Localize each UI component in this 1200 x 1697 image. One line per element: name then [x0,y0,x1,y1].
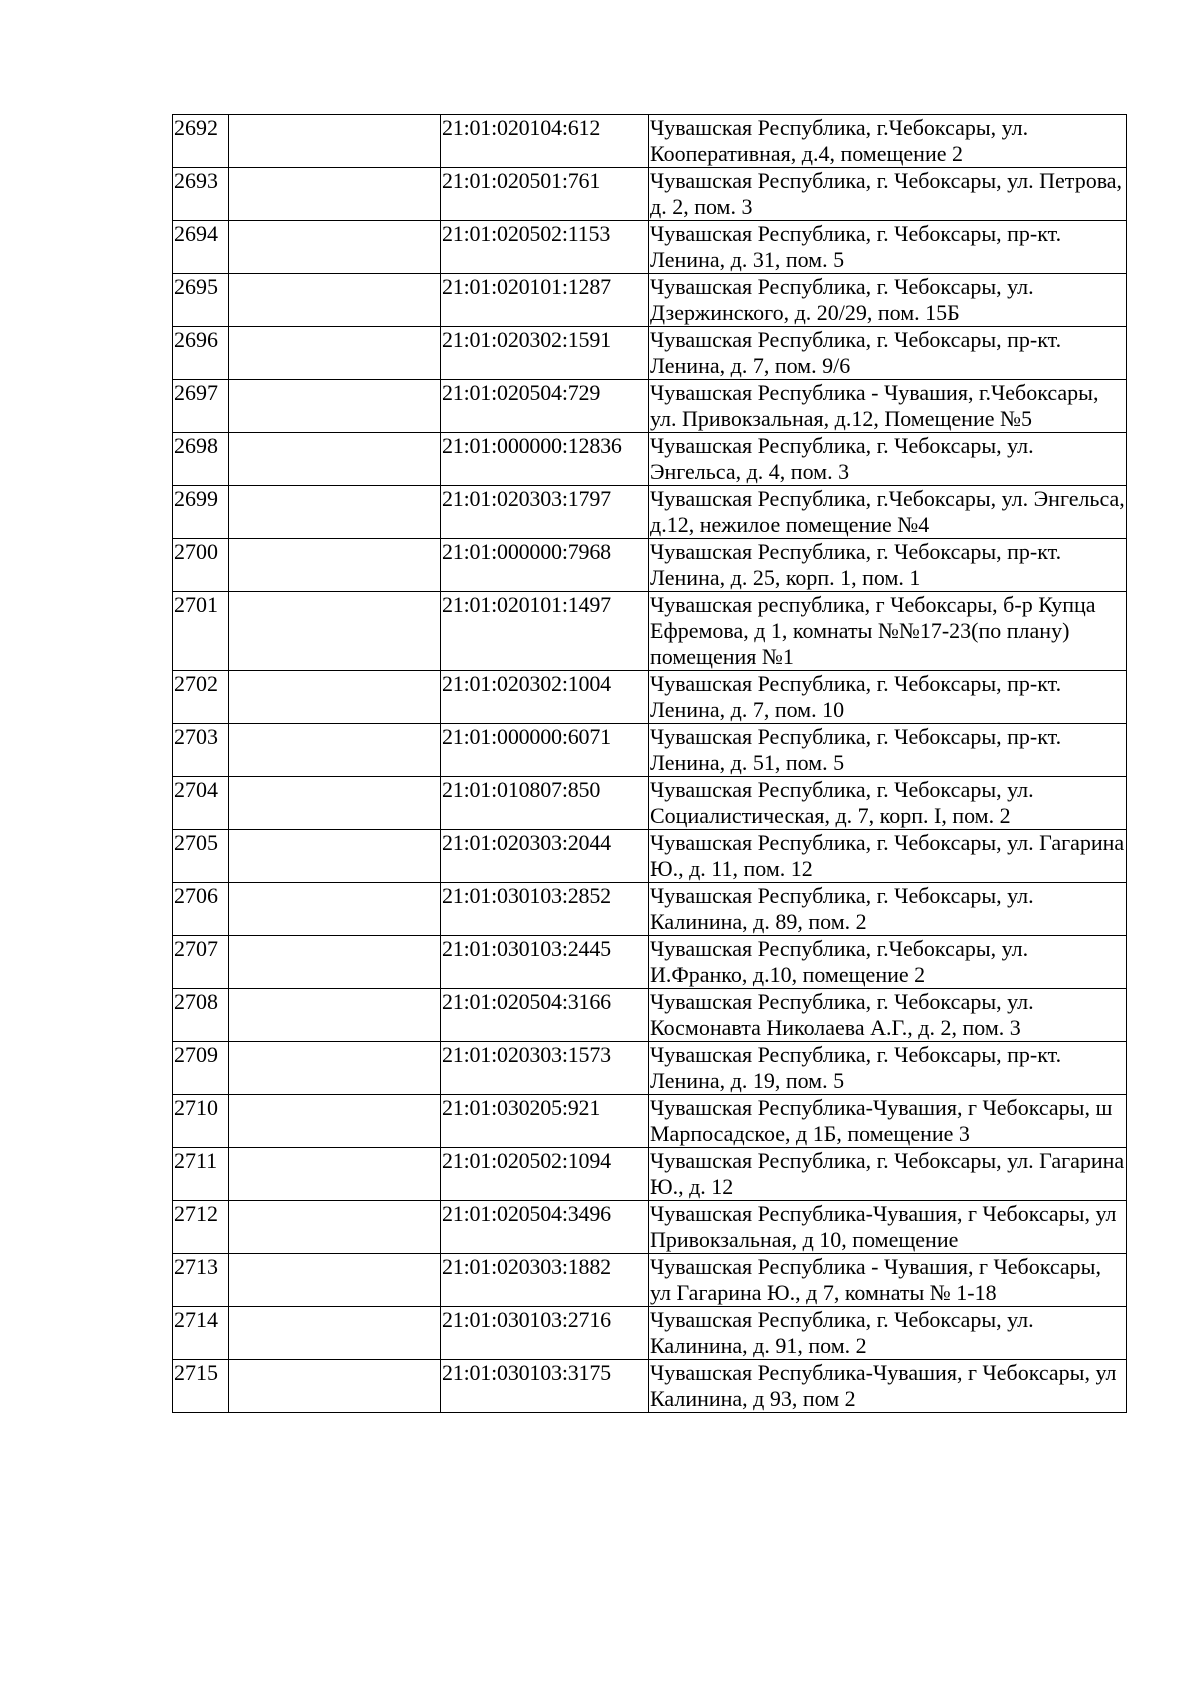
row-number-cell: 2705 [173,830,229,883]
empty-cell [229,1360,441,1413]
empty-cell [229,830,441,883]
address-cell: Чувашская Республика, г. Чебоксары, пр-кт. Ленина, д. 19, пом. 5 [649,1042,1127,1095]
table-row [173,433,1127,486]
row-number-cell: 2709 [173,1042,229,1095]
cadastral-number-cell: 21:01:020303:2044 [441,830,649,883]
table-row [173,1307,1127,1360]
cadastral-number-cell: 21:01:030103:2445 [441,936,649,989]
empty-cell [229,1148,441,1201]
cadastral-number-cell: 21:01:030205:921 [441,1095,649,1148]
row-number-cell: 2701 [173,592,229,671]
registry-table-body [173,115,1127,1413]
empty-cell [229,1201,441,1254]
empty-cell [229,115,441,168]
cadastral-number-cell: 21:01:000000:6071 [441,724,649,777]
cadastral-number-cell: 21:01:020501:761 [441,168,649,221]
table-row [173,539,1127,592]
row-number-cell: 2711 [173,1148,229,1201]
empty-cell [229,221,441,274]
empty-cell [229,724,441,777]
table-row [173,1360,1127,1413]
row-number-cell: 2712 [173,1201,229,1254]
empty-cell [229,1254,441,1307]
address-cell: Чувашская Республика, г. Чебоксары, ул. Социалистическая, д. 7, корп. I, пом. 2 [649,777,1127,830]
row-number-cell: 2706 [173,883,229,936]
cadastral-number-cell: 21:01:010807:850 [441,777,649,830]
cadastral-number-cell: 21:01:020502:1094 [441,1148,649,1201]
cadastral-number-cell: 21:01:030103:2716 [441,1307,649,1360]
address-cell: Чувашская Республика, г. Чебоксары, пр-кт. Ленина, д. 7, пом. 9/6 [649,327,1127,380]
cadastral-number-cell: 21:01:020502:1153 [441,221,649,274]
cadastral-number-cell: 21:01:000000:12836 [441,433,649,486]
empty-cell [229,883,441,936]
table-row [173,115,1127,168]
table-row [173,989,1127,1042]
address-cell: Чувашская Республика, г.Чебоксары, ул. Энгельса, д.12, нежилое помещение №4 [650,486,1125,537]
empty-cell [229,671,441,724]
row-number-cell: 2696 [173,327,229,380]
empty-cell [229,1095,441,1148]
address-cell: Чувашская Республика, г. Чебоксары, пр-кт. Ленина, д. 7, пом. 10 [649,671,1127,724]
cadastral-number-cell: 21:01:020303:1882 [441,1254,649,1307]
cadastral-number-cell: 21:01:020302:1004 [441,671,649,724]
table-row [173,724,1127,777]
empty-cell [229,1307,441,1360]
cadastral-number-cell: 21:01:030103:2852 [441,883,649,936]
cadastral-number-cell: 21:01:020104:612 [441,115,649,168]
address-cell: Чувашская Республика, г. Чебоксары, пр-кт. Ленина, д. 31, пом. 5 [649,221,1127,274]
table-row [173,327,1127,380]
table-row [173,380,1127,433]
table-row [173,671,1127,724]
address-cell: Чувашская Республика - Чувашия, г Чебоксары, ул Гагарина Ю., д 7, комнаты № 1-18 [649,1254,1127,1307]
table-row [173,936,1127,989]
table-row [173,1095,1127,1148]
address-cell: Чувашская Республика, г. Чебоксары, ул. Энгельса, д. 4, пом. 3 [649,433,1127,486]
table-row [173,830,1127,883]
row-number-cell: 2693 [173,168,229,221]
table-row [173,1201,1127,1254]
table-row [173,168,1127,221]
empty-cell [229,327,441,380]
row-number-cell: 2703 [173,724,229,777]
address-cell: Чувашская Республика, г.Чебоксары, ул. Кооперативная, д.4, помещение 2 [649,115,1127,168]
cadastral-number-cell: 21:01:020504:3166 [441,989,649,1042]
address-cell: Чувашская Республика-Чувашия, г Чебоксары, ул Привокзальная, д 10, помещение [649,1201,1127,1254]
cadastral-number-cell: 21:01:020303:1797 [441,486,649,539]
address-cell: Чувашская Республика, г.Чебоксары, ул. И.Франко, д.10, помещение 2 [649,936,1127,989]
cadastral-number-cell: 21:01:000000:7968 [441,539,649,592]
row-number-cell: 2714 [173,1307,229,1360]
table-row [173,486,1127,539]
address-cell: Чувашская Республика, г. Чебоксары, пр-кт. Ленина, д. 25, корп. 1, пом. 1 [649,539,1127,592]
row-number-cell: 2713 [173,1254,229,1307]
cadastral-number-cell: 21:01:020303:1573 [441,1042,649,1095]
row-number-cell: 2707 [173,936,229,989]
cadastral-number-cell: 21:01:030103:3175 [441,1360,649,1413]
row-number-cell: 2697 [173,380,229,433]
row-number-cell: 2700 [173,539,229,592]
address-cell: Чувашская Республика-Чувашия, г Чебоксары, ул Калинина, д 93, пом 2 [649,1360,1127,1413]
row-number-cell: 2702 [173,671,229,724]
address-cell: Чувашская Республика, г. Чебоксары, ул. Дзержинского, д. 20/29, пом. 15Б [649,274,1127,327]
row-number-cell: 2708 [173,989,229,1042]
table-row [173,592,1127,671]
address-cell: Чувашская Республика, г. Чебоксары, ул. Гагарина Ю., д. 12 [649,1148,1127,1201]
empty-cell [229,989,441,1042]
row-number-cell: 2699 [173,486,229,539]
table-row [173,274,1127,327]
table-row [173,1148,1127,1201]
empty-cell [229,433,441,486]
cadastral-number-cell: 21:01:020504:729 [441,380,649,433]
row-number-cell: 2704 [173,777,229,830]
address-cell: Чувашская Республика, г. Чебоксары, ул. Гагарина Ю., д. 11, пом. 12 [649,830,1127,883]
empty-cell [229,274,441,327]
table-row [173,1042,1127,1095]
row-number-cell: 2710 [173,1095,229,1148]
row-number-cell: 2694 [173,221,229,274]
table-row [173,777,1127,830]
row-number-cell: 2692 [173,115,229,168]
address-cell: Чувашская Республика, г. Чебоксары, пр-кт. Ленина, д. 51, пом. 5 [649,724,1127,777]
empty-cell [229,539,441,592]
empty-cell [229,1042,441,1095]
empty-cell [229,936,441,989]
address-cell: Чувашская республика, г Чебоксары, б-р Купца Ефремова, д 1, комнаты №№17-23(по плану) помещения №1 [649,592,1127,671]
address-cell: Чувашская Республика, г. Чебоксары, ул. Калинина, д. 89, пом. 2 [649,883,1127,936]
address-cell: Чувашская Республика, г. Чебоксары, ул. Калинина, д. 91, пом. 2 [649,1307,1127,1360]
address-cell: Чувашская Республика-Чувашия, г Чебоксары, ш Марпосадское, д 1Б, помещение 3 [649,1095,1127,1148]
cadastral-number-cell: 21:01:020101:1287 [441,274,649,327]
property-registry-table [172,114,1127,1413]
cadastral-number-cell: 21:01:020504:3496 [441,1201,649,1254]
empty-cell [229,486,441,539]
row-number-cell: 2698 [173,433,229,486]
table-row [173,883,1127,936]
empty-cell [229,380,441,433]
row-number-cell: 2695 [173,274,229,327]
table-row [173,1254,1127,1307]
row-number-cell: 2715 [173,1360,229,1413]
address-cell: Чувашская Республика, г. Чебоксары, ул. Петрова, д. 2, пом. 3 [649,168,1127,221]
empty-cell [229,168,441,221]
empty-cell [229,777,441,830]
table-row [173,221,1127,274]
address-cell: Чувашская Республика, г. Чебоксары, ул. Космонавта Николаева А.Г., д. 2, пом. 3 [649,989,1127,1042]
address-cell: Чувашская Республика - Чувашия, г.Чебоксары, ул. Привокзальная, д.12, Помещение №5 [649,380,1127,433]
cadastral-number-cell: 21:01:020302:1591 [441,327,649,380]
empty-cell [229,592,441,671]
cadastral-number-cell: 21:01:020101:1497 [441,592,649,671]
